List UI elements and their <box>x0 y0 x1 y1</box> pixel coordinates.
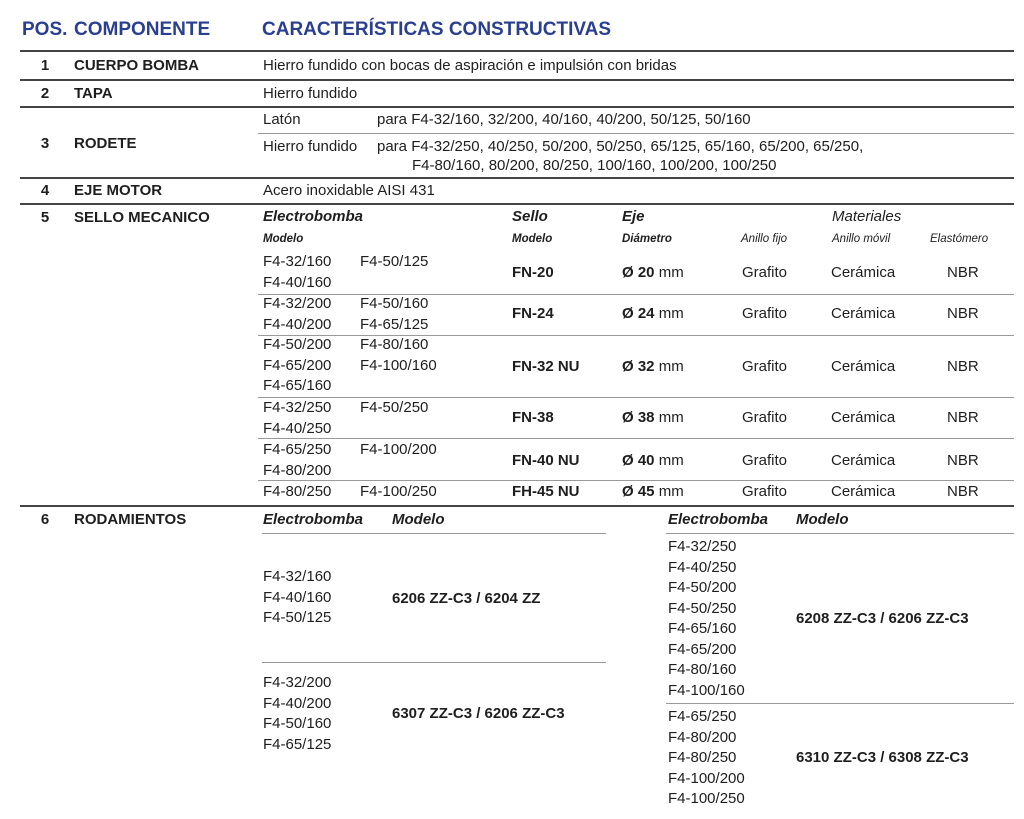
pump-model: F4-40/200 <box>263 694 332 712</box>
shaft-diameter <box>622 409 684 426</box>
header-pos: POS. <box>22 19 68 40</box>
row-pos: 4 <box>40 182 50 199</box>
material-label: Latón <box>263 111 301 128</box>
elastomer: NBR <box>947 358 979 375</box>
seal-model: FN-40 NU <box>512 452 580 469</box>
divider <box>20 79 1014 81</box>
moving-ring: Cerámica <box>831 483 896 500</box>
pump-model: F4-80/160 <box>360 336 429 353</box>
bearing-model: 6310 ZZ-C3 / 6308 ZZ-C3 <box>796 749 969 766</box>
pump-model: F4-50/250 <box>360 399 429 416</box>
pump-model: F4-65/200 <box>263 356 332 374</box>
bearing-pumps <box>263 673 331 755</box>
material-description: para F4-32/250, 40/250, 50/200, 50/250, 65/125, 65/160, 65/200, 65/250, <box>377 138 864 155</box>
diameter-unit: mm <box>658 305 684 322</box>
moving-ring: Cerámica <box>831 305 896 322</box>
moving-ring: Cerámica <box>831 452 896 469</box>
row-pos: 1 <box>40 57 50 74</box>
seal-model: FN-24 <box>512 305 554 322</box>
shaft-diameter <box>622 452 684 469</box>
diameter-value: Ø 24 <box>622 305 655 322</box>
subheader-sello-modelo: Modelo <box>512 233 553 245</box>
row-component: SELLO MECANICO <box>74 209 210 226</box>
material-description: para F4-32/160, 32/200, 40/160, 40/200, 50/125, 50/160 <box>377 111 751 128</box>
pump-model: F4-40/250 <box>263 419 332 437</box>
row-pos: 6 <box>40 511 50 528</box>
divider <box>262 533 606 534</box>
material-label: Hierro fundido <box>263 138 358 155</box>
diameter-value: Ø 20 <box>622 264 655 281</box>
pump-model: F4-50/160 <box>360 295 429 312</box>
fixed-ring: Grafito <box>742 452 788 469</box>
pump-model: F4-40/200 <box>263 315 332 333</box>
seal-group-pumps <box>360 252 428 273</box>
divider <box>666 703 1014 704</box>
divider <box>262 662 606 663</box>
seal-model: FH-45 NU <box>512 483 580 500</box>
pump-model: F4-65/160 <box>668 620 737 637</box>
elastomer: NBR <box>947 409 979 426</box>
material-description: F4-80/160, 80/200, 80/250, 100/160, 100/200, 100/250 <box>412 157 777 174</box>
pump-model: F4-65/125 <box>360 315 429 333</box>
pump-model: F4-32/160 <box>263 253 332 270</box>
fixed-ring: Grafito <box>742 305 788 322</box>
row-description: Hierro fundido con bocas de aspiración e impulsión con bridas <box>263 57 677 74</box>
bearing-model: 6307 ZZ-C3 / 6206 ZZ-C3 <box>392 705 565 722</box>
seal-group-pumps <box>263 440 331 481</box>
pump-model: F4-100/250 <box>668 790 745 807</box>
seal-model: FN-32 NU <box>512 358 580 375</box>
seal-group-pumps <box>360 335 437 376</box>
elastomer: NBR <box>947 264 979 281</box>
col-header-eje: Eje <box>622 208 645 225</box>
elastomer: NBR <box>947 483 979 500</box>
diameter-value: Ø 40 <box>622 452 655 469</box>
seal-group-pumps <box>263 398 331 439</box>
divider <box>666 533 1014 534</box>
subheader-modelo: Modelo <box>263 233 304 245</box>
fixed-ring: Grafito <box>742 409 788 426</box>
shaft-diameter <box>622 483 684 500</box>
seal-group-pumps <box>263 294 331 335</box>
row-component: TAPA <box>74 85 113 102</box>
header-caracteristicas: CARACTERÍSTICAS CONSTRUCTIVAS <box>262 19 612 40</box>
pump-model: F4-50/250 <box>668 599 737 617</box>
pump-model: F4-50/160 <box>263 715 332 732</box>
moving-ring: Cerámica <box>831 264 896 281</box>
pump-model: F4-100/200 <box>360 441 437 458</box>
divider <box>20 505 1014 507</box>
pump-model: F4-100/160 <box>668 681 745 699</box>
col-header-modelo: Modelo <box>796 511 849 528</box>
col-header-sello: Sello <box>512 208 548 225</box>
diameter-unit: mm <box>658 264 684 281</box>
col-header-modelo: Modelo <box>392 511 445 528</box>
seal-group-pumps <box>263 335 331 397</box>
subheader-anillo-movil: Anillo móvil <box>832 233 891 245</box>
divider <box>258 480 1014 481</box>
pump-model: F4-50/125 <box>360 253 429 270</box>
moving-ring: Cerámica <box>831 358 896 375</box>
bearing-pumps <box>668 537 745 701</box>
col-header-electrobomba: Electrobomba <box>668 511 769 528</box>
diameter-value: Ø 38 <box>622 409 655 426</box>
col-header-electrobomba: Electrobomba <box>263 511 364 528</box>
row-component: EJE MOTOR <box>74 182 163 199</box>
shaft-diameter <box>622 264 684 281</box>
pump-model: F4-40/160 <box>263 588 332 606</box>
pump-model: F4-80/160 <box>668 661 737 678</box>
elastomer: NBR <box>947 305 979 322</box>
shaft-diameter <box>622 358 684 375</box>
pump-model: F4-32/250 <box>668 538 737 555</box>
seal-model: FN-20 <box>512 264 554 281</box>
shaft-diameter <box>622 305 684 322</box>
pump-model: F4-65/250 <box>668 708 737 725</box>
pump-model: F4-32/200 <box>263 295 332 312</box>
diameter-unit: mm <box>658 452 684 469</box>
row-pos: 2 <box>40 85 50 102</box>
fixed-ring: Grafito <box>742 483 788 500</box>
row-pos: 5 <box>40 209 50 226</box>
fixed-ring: Grafito <box>742 264 788 281</box>
seal-group-pumps <box>360 294 428 335</box>
subheader-elastomero: Elastómero <box>930 233 989 245</box>
pump-model: F4-50/125 <box>263 609 332 626</box>
row-description: Acero inoxidable AISI 431 <box>263 182 435 199</box>
pump-model: F4-65/160 <box>263 377 332 394</box>
pump-model: F4-80/250 <box>668 749 737 766</box>
moving-ring: Cerámica <box>831 409 896 426</box>
pump-model: F4-32/160 <box>263 568 332 585</box>
diameter-value: Ø 32 <box>622 358 655 375</box>
bearing-model: 6206 ZZ-C3 / 6204 ZZ <box>392 590 541 607</box>
subheader-anillo-fijo: Anillo fijo <box>741 233 788 245</box>
diameter-unit: mm <box>658 483 684 500</box>
col-header-electrobomba: Electrobomba <box>263 208 364 225</box>
diameter-value: Ø 45 <box>622 483 655 500</box>
divider <box>20 106 1014 108</box>
diameter-unit: mm <box>658 358 684 375</box>
divider <box>20 177 1014 179</box>
divider <box>20 50 1014 52</box>
pump-model: F4-40/250 <box>668 558 737 576</box>
col-header-materiales: Materiales <box>832 208 902 225</box>
seal-group-pumps <box>360 398 428 419</box>
divider <box>258 438 1014 439</box>
pump-model: F4-65/250 <box>263 441 332 458</box>
pump-model: F4-32/200 <box>263 674 332 691</box>
pump-model: F4-65/200 <box>668 640 737 658</box>
fixed-ring: Grafito <box>742 358 788 375</box>
row-component: RODETE <box>74 135 137 152</box>
elastomer: NBR <box>947 452 979 469</box>
row-component: CUERPO BOMBA <box>74 57 200 74</box>
pump-model: F4-100/200 <box>668 769 745 787</box>
divider <box>20 203 1014 205</box>
bearing-pumps <box>668 707 745 810</box>
subheader-diametro: Diámetro <box>622 233 672 245</box>
diameter-unit: mm <box>658 409 684 426</box>
pump-model: F4-80/250 <box>263 483 332 500</box>
pump-model: F4-32/250 <box>263 399 332 416</box>
bearing-model: 6208 ZZ-C3 / 6206 ZZ-C3 <box>796 610 969 627</box>
seal-model: FN-38 <box>512 409 554 426</box>
pump-model: F4-65/125 <box>263 735 332 753</box>
pump-model: F4-80/200 <box>668 728 737 746</box>
pump-model: F4-40/160 <box>263 273 332 291</box>
seal-group-pumps <box>360 440 437 461</box>
header-componente: COMPONENTE <box>74 19 211 40</box>
row-component: RODAMIENTOS <box>74 511 187 528</box>
row-description: Hierro fundido <box>263 85 358 102</box>
pump-model: F4-50/200 <box>263 336 332 353</box>
pump-model: F4-100/160 <box>360 356 437 374</box>
bearing-pumps <box>263 567 331 629</box>
pump-model: F4-100/250 <box>360 483 437 500</box>
pump-model: F4-80/200 <box>263 461 332 479</box>
row-pos: 3 <box>40 135 50 152</box>
pump-model: F4-50/200 <box>668 579 737 596</box>
divider <box>258 133 1014 134</box>
seal-group-pumps <box>263 252 331 293</box>
